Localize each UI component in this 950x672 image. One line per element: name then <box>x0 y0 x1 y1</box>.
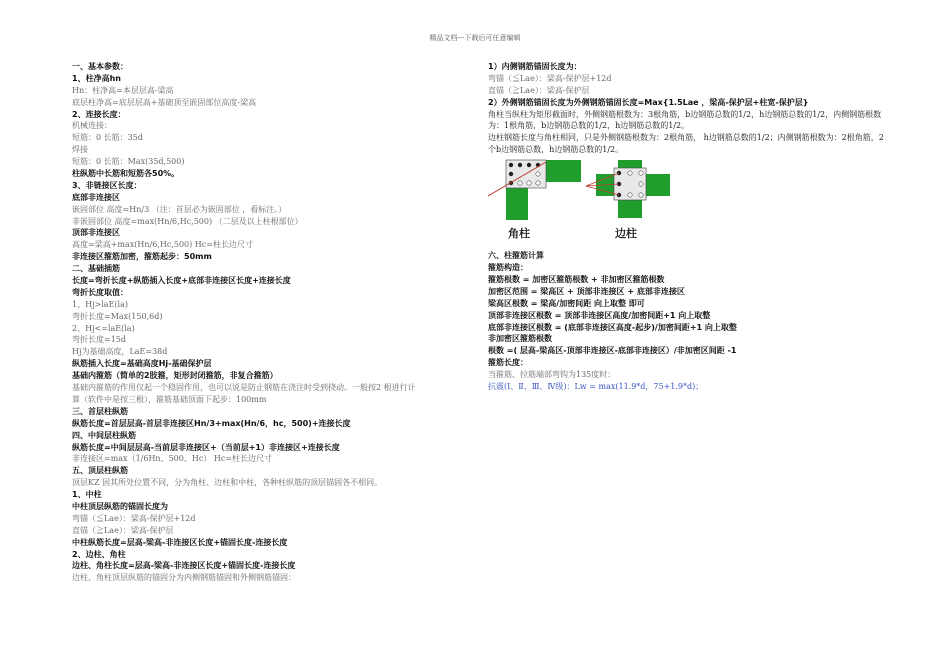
right_bottom-line: 当箍筋、拉筋端部弯钩为135度时： <box>488 370 616 380</box>
left-line: 顶部非连接区 <box>72 228 120 238</box>
right_bottom-line: 非加密区箍筋根数 <box>488 334 552 344</box>
left-line: 底层柱净高=底层层高+基础顶至嵌固部位高度-梁高 <box>72 97 257 107</box>
right_bottom-line: 抗震(Ⅰ、Ⅱ、Ⅲ、Ⅳ级)：Lw = max(11.9*d，75+1.9*d)； <box>488 381 704 391</box>
left-line: 非连接区箍筋加密，箍筋起步：50mm <box>72 252 212 262</box>
right_bottom-line: 箍筋构造： <box>488 263 528 273</box>
corner-column-label: 角柱 <box>508 227 530 241</box>
left-line: 三、首层柱纵筋 <box>72 406 128 416</box>
left-line: 四、中间层柱纵筋 <box>72 430 136 440</box>
right_bottom-line: 六、柱箍筋计算 <box>488 251 544 261</box>
left-line: 顶层KZ 因其所处位置不同，分为角柱、边柱和中柱，各种柱纵筋的顶层锚固各不相同。 <box>72 478 383 488</box>
left-line: Hn：柱净高=本层层高-梁高 <box>72 85 174 95</box>
left-line: 焊接 <box>72 145 88 155</box>
left-line: 1、中柱 <box>72 490 102 500</box>
left-line: 二、基础插筋 <box>72 264 120 274</box>
right_top-line: 弯锚（≦Lae）：梁高-保护层+12d <box>488 73 612 83</box>
left-line: 非连接区=max（1/6Hn、500、Hc） Hc=柱长边尺寸 <box>72 454 273 464</box>
edge-beam-bottom <box>618 198 642 218</box>
left-line: 机械连接： <box>72 121 112 131</box>
right_top-line: 直锚（≧Lae）：梁高-保护层 <box>488 85 590 95</box>
right-bottom-text <box>488 250 888 393</box>
left-line: 长度=弯折长度+纵筋插入长度+底部非连接区长度+连接长度 <box>72 276 291 286</box>
left-line: 2、边柱、角柱 <box>72 549 126 559</box>
left-line: 算（软件中是按三根），箍筋基础顶面下起步：100mm <box>72 394 267 404</box>
left-line: 短筋：0 长筋：35d <box>72 133 143 143</box>
left-line: 中柱纵筋长度=层高-梁高-非连接区长度+锚固长度-连接长度 <box>72 537 288 547</box>
right_top-line: 1）内侧钢筋锚固长度为： <box>488 62 582 71</box>
right_bottom-line: 顶部非连接区根数 = 顶部非连接区高度/加密间距+1 向上取整 <box>488 310 711 320</box>
left-line: 弯锚（≦Lae）：梁高-保护层+12d <box>72 513 196 523</box>
left-line: 短筋：0 长筋：Max(35d,500) <box>72 157 185 167</box>
right_bottom-line: 加密区范围 = 梁高区 + 顶部非连接区 + 底部非连接区 <box>488 286 685 296</box>
page-header: 精品文档---下载后可任意编辑 <box>429 34 521 42</box>
right_bottom-line: 箍筋长度： <box>488 358 528 368</box>
left-line: 1、柱净高hn <box>72 73 121 83</box>
left-line: 嵌固部位 高度=Hn/3 （注：首层必为嵌固部位 ，看标注。） <box>72 204 287 214</box>
right-column <box>488 61 888 393</box>
left-line: 高度=梁高+max(Hn/6,Hc,500) Hc=柱长边尺寸 <box>72 240 253 250</box>
left-line: 2、Hj<=laE(la) <box>72 323 135 333</box>
left-line: 基础内箍筋（简单的2肢箍，矩形封闭箍筋，非复合箍筋） <box>72 371 278 381</box>
left-line: 弯折长度=15d <box>72 335 127 345</box>
left-line: 边柱、角柱顶层纵筋的锚固分为内侧钢筋锚固和外侧钢筋锚固： <box>72 573 296 583</box>
left-line: 边柱、角柱长度=层高-梁高-非连接区长度+锚固长度-连接长度 <box>72 561 296 571</box>
right_top-line: 边柱钢筋长度与角柱相同，只是外侧钢筋根数为：2根角筋， h边钢筋总数的1/2；内侧钢筋根数为：2根角筋，2个b边钢筋总数，h边钢筋总数的1/2。 <box>488 133 884 155</box>
left-line: 弯折长度取值： <box>72 287 128 297</box>
left-line: 五、顶层柱纵筋 <box>72 466 128 476</box>
left-line: 柱纵筋中长筋和短筋各50%。 <box>72 169 180 179</box>
left-line: 中柱顶层纵筋的锚固长度为 <box>72 501 168 511</box>
right-top-text <box>488 61 888 156</box>
left-line: 底部非连接区 <box>72 192 120 202</box>
diagram-area <box>488 156 888 250</box>
left-line: 3、非链接区长度： <box>72 180 142 190</box>
right_top-line: 2）外侧钢筋锚固长度为外侧钢筋锚固长度=Max{1.5Lae ，梁高-保护层+柱宽-保护层} <box>488 97 809 107</box>
right_bottom-line: 箍筋根数 = 加密区箍筋根数 + 非加密区箍筋根数 <box>488 274 665 284</box>
left-line: 纵筋长度=首层层高-首层非连接区Hn/3+max(Hn/6，hc，500)+连接长度 <box>72 418 351 428</box>
right_bottom-line: 根数 =( 层高-梁高区-顶部非连接区-底部非连接区）/非加密区间距 -1 <box>488 346 737 356</box>
right_top-line: 角柱当纵柱为矩形截面时，外侧钢筋根数为：3根角筋，b边钢筋总数的1/2，h边钢筋总数的1/2，内侧钢筋根数为：1根角筋，b边钢筋总数的1/2，h边钢筋总数的1/2。 <box>488 109 882 131</box>
left-line: 基础内箍筋的作用仅起一个稳固作用，也可以说是防止钢筋在浇注时受到挠动。一般按2 根进行计 <box>72 383 416 393</box>
left-line: 纵筋插入长度=基础高度Hj-基础保护层 <box>72 359 212 369</box>
right_bottom-line: 底部非连接区根数 = (底部非连接区高度-起步)/加密间距+1 向上取整 <box>488 322 737 332</box>
left-line: 弯折长度=Max(150,6d) <box>72 311 163 321</box>
left-line: 纵筋长度=中间层层高-当前层非连接区+（当前层+1）非连接区+连接长度 <box>72 442 340 452</box>
left-line: Hj为基础高度，LaE=38d <box>72 347 168 357</box>
edge-column-label: 边柱 <box>615 227 637 241</box>
left-line: 1、Hj>laE(la) <box>72 299 128 309</box>
left-line: 直锚（≧Lae）：梁高-保护层 <box>72 525 174 535</box>
left-column <box>72 61 467 584</box>
right_bottom-line: 梁高区根数 = 梁高/加密间距 向上取整 即可 <box>488 298 645 308</box>
left-line: 2、连接长度： <box>72 109 126 119</box>
left-line: 非嵌固部位 高度=max(Hn/6,Hc,500) （二层及以上柱根部位） <box>72 216 303 226</box>
left-line: 一、基本参数： <box>72 62 128 71</box>
